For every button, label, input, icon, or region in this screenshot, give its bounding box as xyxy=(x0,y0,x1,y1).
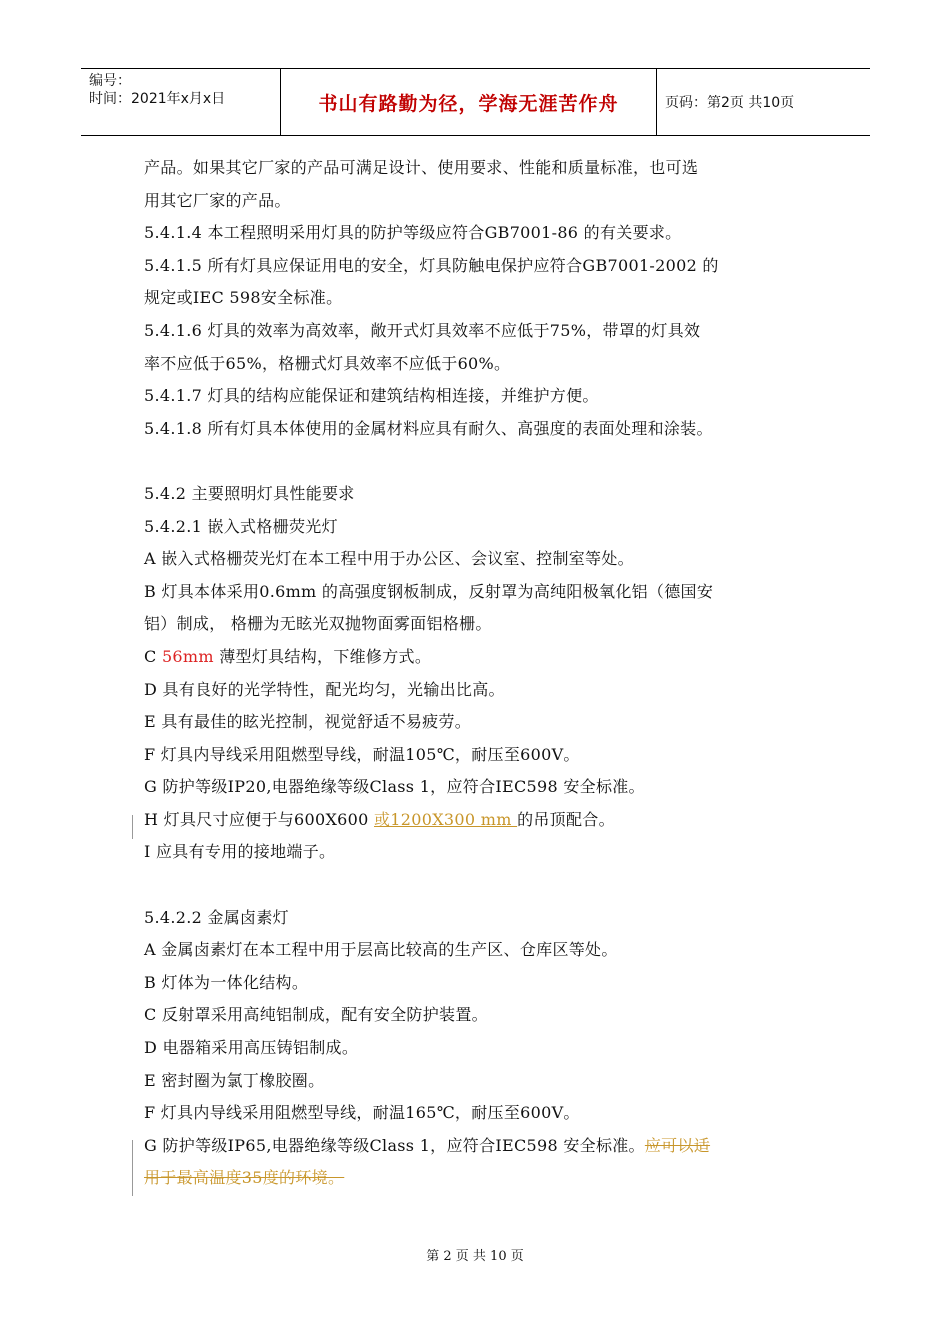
text-line: 用其它厂家的产品。 xyxy=(144,190,291,210)
text-span: C xyxy=(144,646,162,666)
revision-bar xyxy=(132,1140,133,1196)
text-line: 规定或IEC 598安全标准。 xyxy=(144,288,343,308)
inserted-text: 或1200X300 mm xyxy=(374,809,518,829)
text-line xyxy=(144,1130,814,1163)
subsection-heading: 5.4.2.2 金属卤素灯 xyxy=(144,907,289,927)
revision-bar xyxy=(132,815,133,839)
text-line: B 灯体为一体化结构。 xyxy=(144,972,309,992)
text-line: 5.4.1.7 灯具的结构应能保证和建筑结构相连接，并维护方便。 xyxy=(144,386,599,406)
text-line: C 反射罩采用高纯铝制成，配有安全防护装置。 xyxy=(144,1005,488,1025)
blank-line xyxy=(144,445,814,478)
header-meta xyxy=(81,69,281,135)
time-label: 时间：2021年x月x日 xyxy=(89,91,226,107)
text-line: F 灯具内导线采用阻燃型导线，耐温165℃，耐压至600V。 xyxy=(144,1103,580,1123)
text-line: E 具有最佳的眩光控制，视觉舒适不易疲劳。 xyxy=(144,712,472,732)
text-line: I 应具有专用的接地端子。 xyxy=(144,842,336,862)
text-line: 率不应低于65%，格栅式灯具效率不应低于60%。 xyxy=(144,353,511,373)
page-footer: 第 2 页 共 10 页 xyxy=(426,1249,524,1264)
text-line: 5.4.1.6 灯具的效率为高效率，敞开式灯具效率不应低于75%，带罩的灯具效 xyxy=(144,320,701,340)
text-line: 产品。如果其它厂家的产品可满足设计、使用要求、性能和质量标准，也可选 xyxy=(144,158,699,177)
text-line: F 灯具内导线采用阻燃型导线，耐温105℃，耐压至600V。 xyxy=(144,744,580,764)
section-heading: 5.4.2 主要照明灯具性能要求 xyxy=(144,483,355,503)
text-line: E 密封圈为氯丁橡胶圈。 xyxy=(144,1070,325,1090)
text-span: G 防护等级IP65,电器绝缘等级Class 1，应符合IEC598 安全标准。 xyxy=(144,1135,645,1155)
header-motto: 书山有路勤为径，学海无涯苦作舟 xyxy=(281,69,657,135)
text-line: A 金属卤素灯在本工程中用于层高比较高的生产区、仓库区等处。 xyxy=(144,940,618,960)
text-line: D 具有良好的光学特性，配光均匀，光输出比高。 xyxy=(144,679,505,699)
text-span: 薄型灯具结构，下维修方式。 xyxy=(213,646,432,666)
document-body xyxy=(144,152,814,1195)
text-line: A 嵌入式格栅荧光灯在本工程中用于办公区、会议室、控制室等处。 xyxy=(144,549,634,569)
blank-line xyxy=(144,869,814,902)
deleted-text: 用于最高温度35度的环境。 xyxy=(144,1168,345,1188)
header-page-info: 页码：第2页 共10页 xyxy=(665,95,795,111)
text-line: G 防护等级IP20,电器绝缘等级Class 1，应符合IEC598 安全标准。 xyxy=(144,777,645,797)
text-line: 5.4.1.8 所有灯具本体使用的金属材料应具有耐久、高强度的表面处理和涂装。 xyxy=(144,418,713,438)
text-line: 5.4.1.4 本工程照明采用灯具的防护等级应符合GB7001-86 的有关要求。 xyxy=(144,223,682,243)
subsection-heading: 5.4.2.1 嵌入式格栅荧光灯 xyxy=(144,516,338,536)
text-span: 的吊顶配合。 xyxy=(517,809,615,829)
highlighted-value: 56mm xyxy=(161,646,214,666)
text-line xyxy=(144,641,814,674)
text-line xyxy=(144,804,814,837)
text-line: B 灯具本体采用0.6mm 的高强度钢板制成，反射罩为高纯阳极氧化铝（德国安 xyxy=(144,581,714,601)
number-label: 编号： xyxy=(89,73,131,89)
text-line: D 电器箱采用高压铸铝制成。 xyxy=(144,1038,359,1058)
text-line: 5.4.1.5 所有灯具应保证用电的安全，灯具防触电保护应符合GB7001-2002 的 xyxy=(144,255,719,275)
text-span: H 灯具尺寸应便于与600X600 xyxy=(144,809,374,829)
text-line xyxy=(144,1162,814,1195)
page-header xyxy=(81,68,870,136)
text-line: 铝）制成， 格栅为无眩光双抛物面雾面铝格栅。 xyxy=(144,614,492,634)
deleted-text: 应可以适 xyxy=(644,1135,711,1155)
